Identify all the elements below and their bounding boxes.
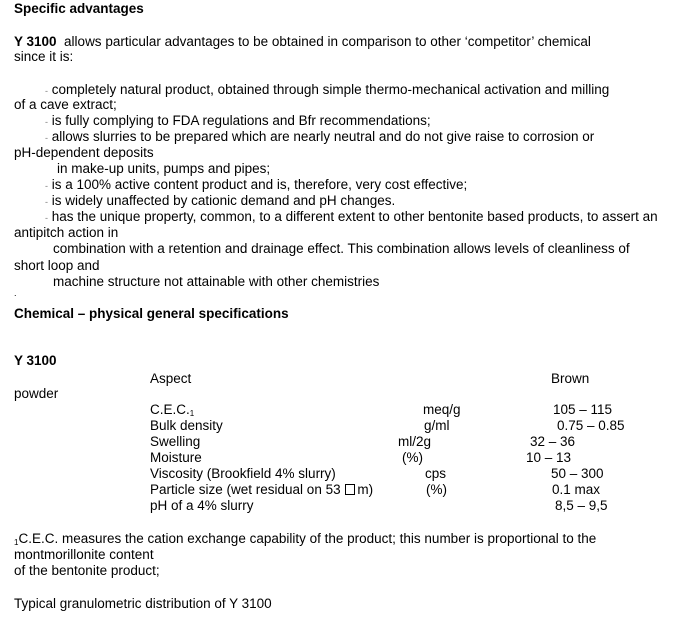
advantage-item-slurries-cont-2: in make-up units, pumps and pipes; [57, 161, 271, 176]
spec-value-moisture: 10 – 13 [526, 450, 572, 465]
spec-label-swelling: Swelling [150, 434, 201, 449]
spec-label-cec: C.E.C.1 [150, 402, 195, 418]
spec-label-bulk-density: Bulk density [150, 418, 223, 433]
bullet-dash: - [45, 181, 48, 191]
spec-value-bulk-density: 0.75 – 0.85 [557, 418, 625, 433]
advantage-item-natural-cont: of a cave extract; [14, 97, 117, 112]
intro-line-2: since it is: [14, 49, 74, 64]
advantage-item-antipitch-cont-2: combination with a retention and drainage effect. This combination allows levels of cleanliness of [53, 241, 630, 256]
footnote-cont-1: montmorillonite content [14, 547, 154, 562]
advantage-item-slurries-cont-1: pH-dependent deposits [14, 145, 154, 160]
spec-label-moisture: Moisture [150, 450, 202, 465]
spec-value-cec: 105 – 115 [553, 402, 613, 417]
stray-dot: . [14, 288, 17, 298]
section-heading-advantages: Specific advantages [14, 1, 144, 16]
spec-value-aspect: Brown [551, 371, 590, 386]
advantage-item-fda: - is fully complying to FDA regulations and Bfr recommendations; [45, 113, 431, 128]
spec-unit-viscosity: cps [425, 466, 447, 481]
section-heading-specifications: Chemical – physical general specifications [14, 306, 289, 321]
spec-value-viscosity: 50 – 300 [551, 466, 604, 481]
spec-value-swelling: 32 – 36 [530, 434, 576, 449]
spec-product-name: Y 3100 [14, 353, 57, 368]
bullet-dash: - [45, 117, 48, 127]
footnote: 1C.E.C. measures the cation exchange capability of the product; this number is proportional to the [14, 531, 597, 547]
advantage-item-antipitch-cont-3: short loop and [14, 258, 100, 273]
missing-glyph-icon [345, 484, 355, 495]
spec-unit-particle-size: (%) [426, 482, 447, 497]
advantage-item-active-content: - is a 100% active content product and is, therefore, very cost effective; [45, 177, 468, 192]
intro-text: allows particular advantages to be obtained in comparison to other ‘competitor’ chemical [56, 34, 591, 49]
spec-unit-moisture: (%) [402, 450, 423, 465]
bullet-dash: - [45, 86, 48, 96]
advantage-item-slurries: - allows slurries to be prepared which are nearly neutral and do not give raise to corrosion or [45, 129, 595, 144]
bullet-dash: - [45, 133, 48, 143]
footnote-cont-2: of the bentonite product; [14, 563, 160, 578]
spec-value-aspect-cont: powder [14, 386, 59, 401]
spec-unit-cec: meq/g [423, 402, 461, 417]
bullet-dash: - [45, 213, 48, 223]
spec-unit-bulk-density: g/ml [424, 418, 450, 433]
advantage-item-antipitch: - has the unique property, common, to a different extent to other bentonite based products, to assert an [45, 209, 658, 224]
distribution-caption: Typical granulometric distribution of Y 3100 [14, 596, 272, 611]
spec-label-ph: pH of a 4% slurry [150, 498, 254, 513]
advantage-item-natural: - completely natural product, obtained through simple thermo-mechanical activation and milling [45, 82, 610, 97]
advantage-item-antipitch-cont-1: antipitch action in [14, 225, 119, 240]
footnote-mark: 1 [14, 538, 19, 547]
bullet-dash: - [45, 197, 48, 207]
spec-unit-swelling: ml/2g [398, 434, 432, 449]
spec-value-ph: 8,5 – 9,5 [555, 498, 608, 513]
footnote-mark: 1 [189, 409, 195, 418]
spec-label-aspect: Aspect [150, 371, 192, 386]
intro-line-1 [14, 34, 591, 50]
advantage-item-antipitch-cont-4: machine structure not attainable with other chemistries [53, 274, 380, 289]
intro-product-name: Y 3100 [14, 34, 57, 49]
spec-value-particle-size: 0.1 max [552, 482, 601, 497]
spec-label-particle-size: Particle size (wet residual on 53 m) [150, 482, 374, 497]
spec-label-viscosity: Viscosity (Brookfield 4% slurry) [150, 466, 336, 481]
advantage-item-cationic: - is widely unaffected by cationic demand and pH changes. [45, 193, 396, 208]
